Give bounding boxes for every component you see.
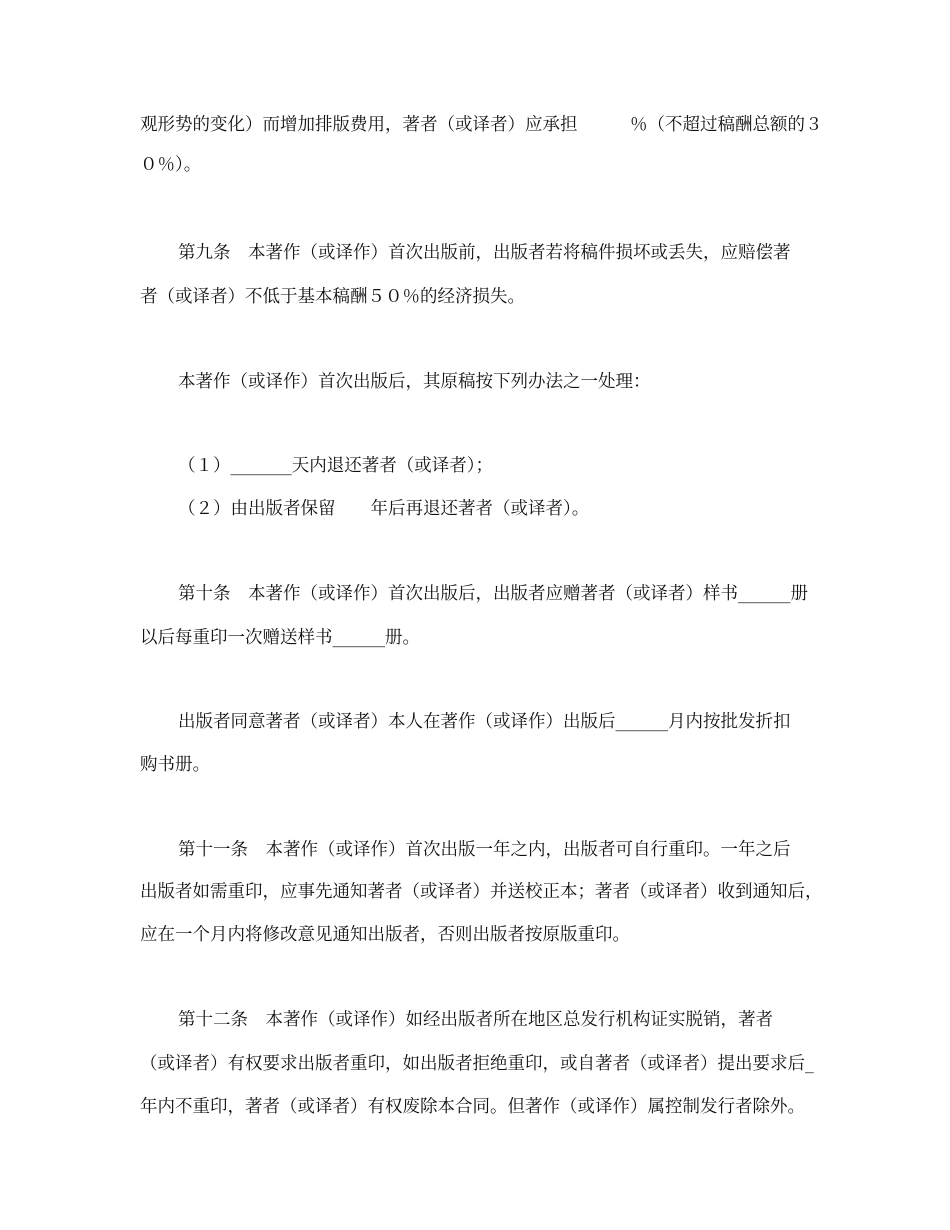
text-line: 观形势的变化）而增加排版费用，著者（或译者）应承担 ％（不超过稿酬总额的３: [140, 115, 823, 135]
article-10-paragraph: 第十条 本著作（或译作）首次出版后，出版者应赠著者（或译者）样书______册: [178, 584, 808, 604]
text-line: 出版者同意著者（或译者）本人在著作（或译作）出版后______月内按批发折扣: [178, 712, 791, 732]
text-line: ０％）。: [140, 155, 202, 175]
article-12-paragraph: 第十二条 本著作（或译作）如经出版者所在地区总发行机构证实脱销，著者: [178, 1010, 773, 1030]
text-line: （或译者）有权要求出版者重印，如出版者拒绝重印，或自著者（或译者）提出要求后_: [140, 1054, 814, 1074]
text-line: 者（或译者）不低于基本稿酬５０％的经济损失。: [140, 287, 525, 307]
article-9-paragraph: 第九条 本著作（或译作）首次出版前，出版者若将稿件损坏或丢失，应赔偿著: [178, 243, 791, 263]
article-11-paragraph: 第十一条 本著作（或译作）首次出版一年之内，出版者可自行重印。一年之后: [178, 840, 791, 860]
text-line: 以后每重印一次赠送样书______册。: [140, 628, 420, 648]
text-line: 年内不重印，著者（或译者）有权废除本合同。但著作（或译作）属控制发行者除外。: [140, 1097, 805, 1117]
list-item: （２）由出版者保留 年后再退还著者（或译者）。: [178, 499, 590, 519]
text-line: 应在一个月内将修改意见通知出版者，否则出版者按原版重印。: [140, 925, 630, 945]
text-line: 购书册。: [140, 755, 210, 775]
text-line: 出版者如需重印，应事先通知著者（或译者）并送校正本；著者（或译者）收到通知后，: [140, 882, 823, 902]
text-line: 本著作（或译作）首次出版后，其原稿按下列办法之一处理：: [178, 372, 651, 392]
list-item: （１）_______天内退还著者（或译者）；: [178, 456, 493, 476]
